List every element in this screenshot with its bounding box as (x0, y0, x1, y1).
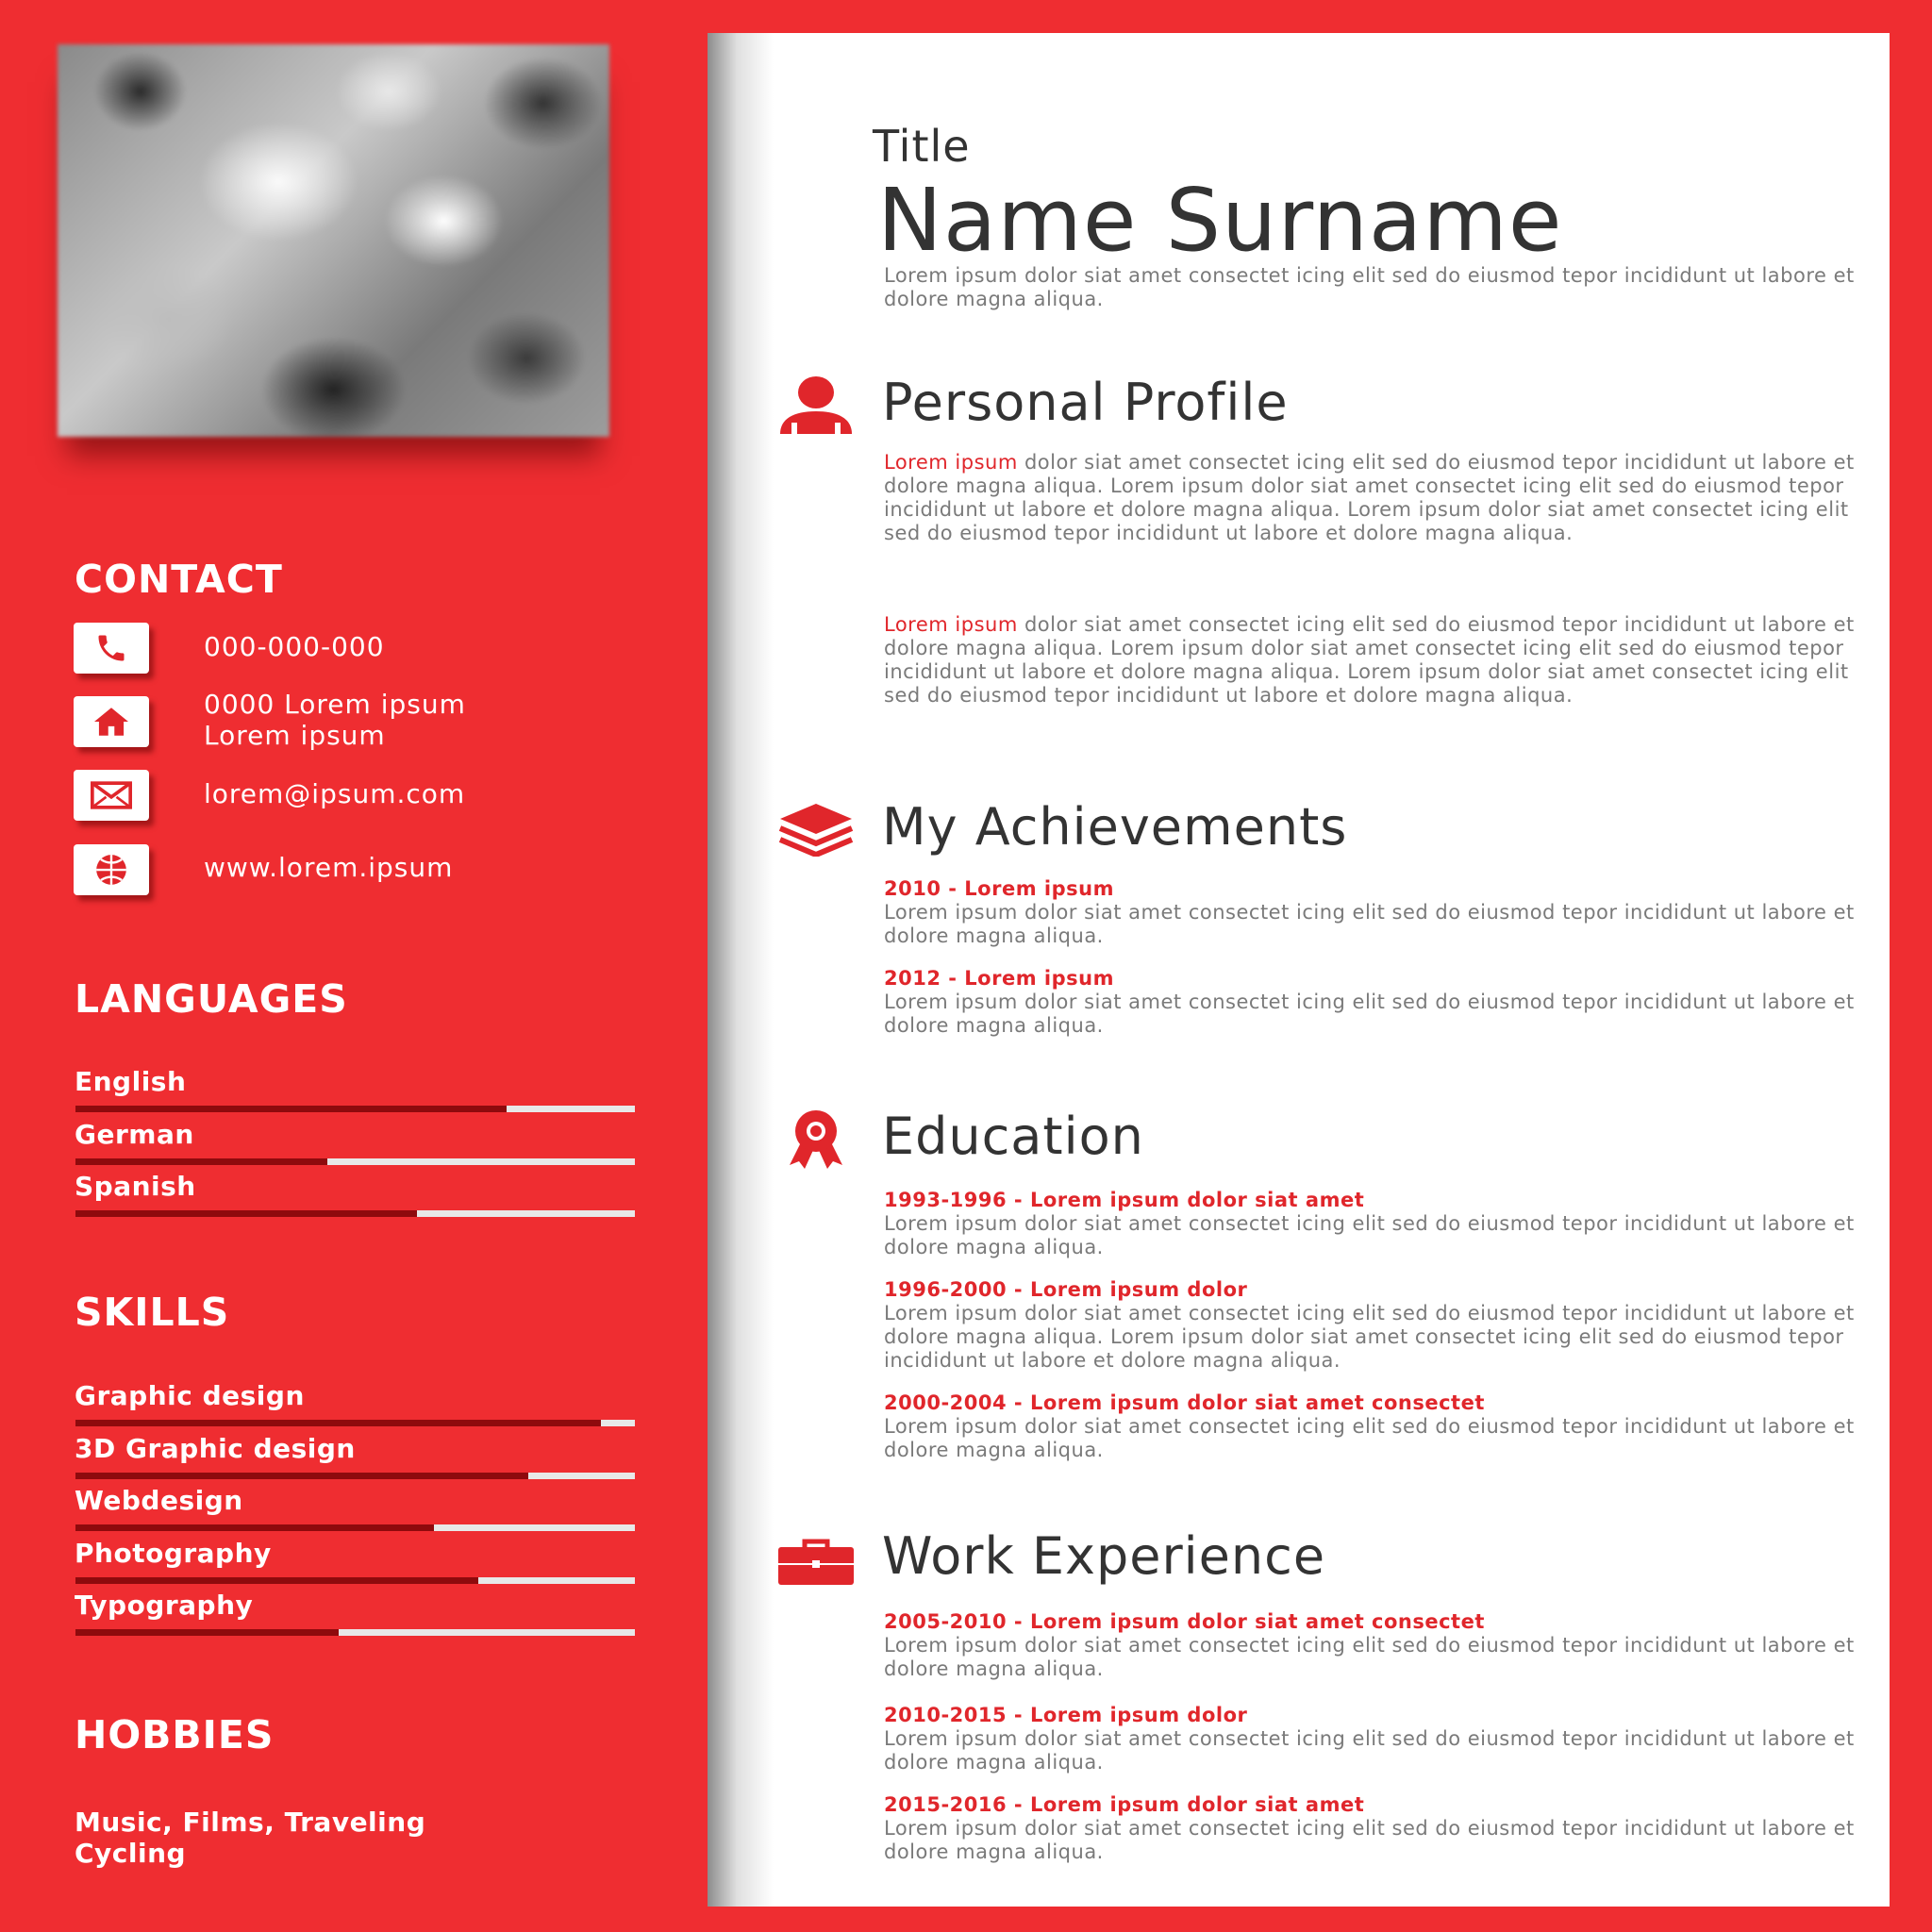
website-link[interactable]: www.lorem.ipsum (204, 852, 454, 883)
award-ribbon-icon (776, 1108, 856, 1174)
skill-bar-fill (75, 1524, 434, 1531)
home-icon (74, 696, 149, 747)
address-line2: Lorem ipsum (204, 720, 386, 751)
work-entry-title: 2015-2016 - Lorem ipsum dolor siat amet (884, 1793, 1365, 1816)
layers-icon (776, 802, 856, 868)
paper-shadow (708, 33, 774, 1907)
profile-heading: Personal Profile (882, 373, 1289, 432)
language-bar-fill (75, 1106, 507, 1112)
education-entry-text: Lorem ipsum dolor siat amet consectet icing elit sed do eiusmod tepor incididunt ut labore et dolore magna aliqua. (884, 1212, 1855, 1258)
mail-icon (74, 770, 149, 821)
education-entry-title: 1996-2000 - Lorem ipsum dolor (884, 1278, 1248, 1301)
work-heading: Work Experience (882, 1526, 1326, 1586)
skill-label: Typography (75, 1590, 254, 1621)
education-entry-title: 2000-2004 - Lorem ipsum dolor siat amet consectet (884, 1391, 1485, 1414)
contact-heading: CONTACT (75, 557, 283, 602)
person-icon (776, 375, 856, 441)
language-label: German (75, 1118, 194, 1150)
skill-bar (75, 1629, 635, 1636)
hobbies-list (75, 1807, 425, 1869)
address-line1: 0000 Lorem ipsum (204, 689, 466, 720)
job-title: Title (873, 121, 971, 172)
work-entry-text: Lorem ipsum dolor siat amet consectet icing elit sed do eiusmod tepor incididunt ut labore et dolore magna aliqua. (884, 1634, 1855, 1680)
profile-text: dolor siat amet consectet icing elit sed do eiusmod tepor incididunt ut labore et dolore magna aliqua. Lorem ipsum dolor siat amet consectet icing elit sed do eiusmod tepor incididunt ut labore et dolore magna aliqua. Lorem ipsum dolor siat amet consectet icing elit sed do eiusmod tepor incididunt ut labore et dolore magna aliqua. (884, 613, 1855, 707)
profile-paragraph (884, 613, 1856, 708)
skill-label: 3D Graphic design (75, 1432, 356, 1464)
achievements-entry-text: Lorem ipsum dolor siat amet consectet icing elit sed do eiusmod tepor incididunt ut labore et dolore magna aliqua. (884, 991, 1855, 1037)
languages-heading: LANGUAGES (75, 976, 348, 1022)
hobbies-line: Music, Films, Traveling (75, 1807, 426, 1838)
language-label: English (75, 1066, 187, 1097)
skill-label: Graphic design (75, 1380, 305, 1411)
skill-bar (75, 1524, 635, 1531)
language-bar (75, 1158, 635, 1165)
skill-label: Webdesign (75, 1485, 243, 1516)
hobbies-heading: HOBBIES (75, 1712, 275, 1757)
briefcase-icon (776, 1538, 856, 1604)
skill-bar (75, 1473, 635, 1479)
skill-bar (75, 1420, 635, 1426)
profile-photo (58, 44, 609, 437)
skill-bar (75, 1577, 635, 1584)
email-link[interactable]: lorem@ipsum.com (204, 778, 466, 809)
phone-number[interactable]: 000-000-000 (204, 631, 385, 662)
language-bar (75, 1210, 635, 1217)
work-entry-text: Lorem ipsum dolor siat amet consectet icing elit sed do eiusmod tepor incididunt ut labore et dolore magna aliqua. (884, 1727, 1855, 1774)
profile-highlight: Lorem ipsum (884, 451, 1018, 474)
achievements-entry-text: Lorem ipsum dolor siat amet consectet icing elit sed do eiusmod tepor incididunt ut labore et dolore magna aliqua. (884, 901, 1855, 947)
education-entry-text: Lorem ipsum dolor siat amet consectet icing elit sed do eiusmod tepor incididunt ut labore et dolore magna aliqua. (884, 1415, 1855, 1461)
profile-highlight: Lorem ipsum (884, 613, 1018, 636)
work-entry-text: Lorem ipsum dolor siat amet consectet icing elit sed do eiusmod tepor incididunt ut labore et dolore magna aliqua. (884, 1817, 1855, 1863)
achievements-entry-title: 2012 - Lorem ipsum (884, 967, 1114, 990)
skill-bar-fill (75, 1473, 528, 1479)
achievements-heading: My Achievements (882, 797, 1348, 857)
education-heading: Education (882, 1107, 1144, 1166)
full-name: Name Surname (877, 170, 1563, 271)
skill-bar-fill (75, 1420, 601, 1426)
language-label: Spanish (75, 1171, 196, 1202)
language-bar-fill (75, 1210, 417, 1217)
intro-text: Lorem ipsum dolor siat amet consectet icing elit sed do eiusmod tepor incididunt ut labore et dolore magna aliqua. (884, 264, 1855, 310)
globe-icon (74, 844, 149, 895)
skill-bar-fill (75, 1577, 478, 1584)
education-entry-text: Lorem ipsum dolor siat amet consectet icing elit sed do eiusmod tepor incididunt ut labore et dolore magna aliqua. Lorem ipsum dolor siat amet consectet icing elit sed do eiusmod tepor incididunt ut labore et dolore magna aliqua. (884, 1302, 1855, 1372)
phone-icon (74, 623, 149, 674)
skill-bar-fill (75, 1629, 339, 1636)
education-entry-title: 1993-1996 - Lorem ipsum dolor siat amet (884, 1189, 1365, 1211)
skill-label: Photography (75, 1537, 272, 1569)
language-bar-fill (75, 1158, 327, 1165)
profile-paragraph (884, 451, 1856, 545)
work-entry-title: 2005-2010 - Lorem ipsum dolor siat amet consectet (884, 1610, 1485, 1633)
achievements-entry-title: 2010 - Lorem ipsum (884, 877, 1114, 900)
skills-heading: SKILLS (75, 1290, 230, 1335)
work-entry-title: 2010-2015 - Lorem ipsum dolor (884, 1704, 1248, 1726)
profile-text: dolor siat amet consectet icing elit sed do eiusmod tepor incididunt ut labore et dolore magna aliqua. Lorem ipsum dolor siat amet consectet icing elit sed do eiusmod tepor incididunt ut labore et dolore magna aliqua. Lorem ipsum dolor siat amet consectet icing elit sed do eiusmod tepor incididunt ut labore et dolore magna aliqua. (884, 451, 1855, 544)
hobbies-line: Cycling (75, 1838, 187, 1869)
language-bar (75, 1106, 635, 1112)
